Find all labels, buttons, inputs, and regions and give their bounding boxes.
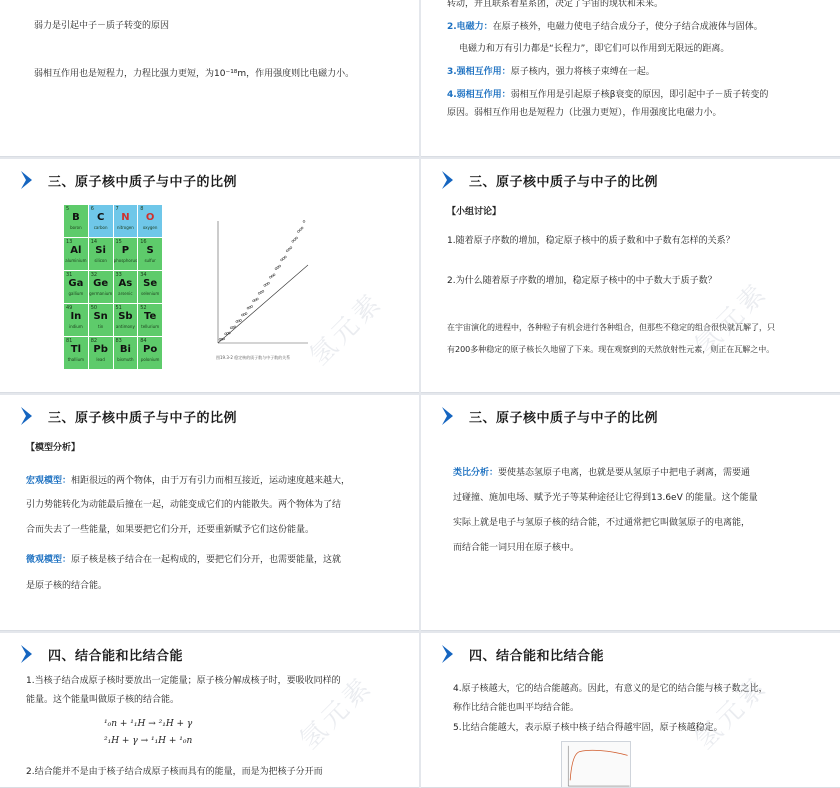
macro-model-line-1 <box>26 473 350 490</box>
chevron-right-icon <box>439 405 461 427</box>
specific-binding-p3: 5.比结合能越大，表示原子核中核子结合得越牢固，原子核越稳定。 <box>453 723 723 733</box>
element-symbol: C <box>96 212 105 223</box>
element-cell-n <box>114 205 138 237</box>
chevron-right-icon <box>439 169 461 191</box>
element-cell-b <box>64 205 88 237</box>
analogy-label: 类比分析： <box>453 468 499 478</box>
element-symbol: Po <box>143 344 158 355</box>
element-symbol: N <box>121 212 130 223</box>
element-cell-s <box>138 238 162 270</box>
chevron-right-icon <box>439 643 461 665</box>
graph-point <box>251 306 253 308</box>
strong-force-label: 3.强相互作用： <box>447 67 511 77</box>
section-title: 三、原子核中质子与中子的比例 <box>48 410 238 426</box>
element-cell-se <box>138 271 162 303</box>
element-number: 83 <box>115 338 122 344</box>
em-force-text: 在原子核外，电磁力使电子结合成分子，使分子结合成液体与固体。 <box>492 22 763 32</box>
weak-interaction-cont: 原因。弱相互作用也是短程力（比强力更短），作用强度比电磁力小。 <box>447 108 722 118</box>
element-name: antimony <box>115 324 135 329</box>
section-title: 三、原子核中质子与中子的比例 <box>469 410 659 426</box>
element-number: 5 <box>66 206 70 212</box>
element-symbol: Si <box>95 245 106 256</box>
element-number: 32 <box>90 272 98 278</box>
element-symbol: P <box>121 245 130 256</box>
discussion-paragraph-2: 有200多种稳定的原子核长久地留了下来。现在观察到的天然放射性元素，则正在瓦解之中。 <box>447 345 775 354</box>
macro-model-text-1: 相距很远的两个物体，由于万有引力而相互接近，运动速度越来越大， <box>71 476 351 486</box>
element-name: thallium <box>67 357 85 362</box>
slide-weak-force <box>0 0 419 157</box>
model-analysis-label: 【模型分析】 <box>26 443 81 453</box>
slide-proton-neutron-ratio <box>0 159 419 393</box>
weak-force-line-1: 弱力是引起中子－质子转变的原因 <box>34 21 170 31</box>
weak-interaction-text: 弱相互作用是引起原子核β衰变的原因，即引起中子－质子转变的 <box>510 90 769 100</box>
element-cell-as <box>114 271 138 303</box>
reaction-formula-2: ²₁H + γ → ¹₁H + ¹₀n <box>104 736 193 746</box>
element-name: nitrogen <box>116 225 134 230</box>
slide-four-forces <box>421 0 840 157</box>
binding-energy-p1: 1.当核子结合成原子核时要放出一定能量；原子核分解成核子时，要吸收同样的 <box>26 676 341 686</box>
graph-point <box>262 290 264 292</box>
element-symbol: Pb <box>93 344 108 355</box>
macro-model-label: 宏观模型： <box>26 476 72 486</box>
question-2: 2.为什么随着原子序数的增加，稳定原子核中的中子数大于质子数？ <box>447 276 717 286</box>
analogy-line-4: 而结合能一词只用在原子核中。 <box>453 543 580 553</box>
element-name: arsenic <box>118 291 133 296</box>
element-cell-al <box>64 238 88 270</box>
analogy-line-1 <box>453 465 750 482</box>
element-symbol: Ga <box>68 278 84 289</box>
macro-model-line-3: 合而失去了一些能量，如果要把它们分开，还要重新赋予它们这份能量。 <box>26 525 315 535</box>
slide-binding-energy <box>0 633 419 788</box>
graph-point <box>292 240 294 242</box>
element-cell-sn <box>89 304 113 336</box>
element-cell-bi <box>114 337 138 369</box>
element-name: indium <box>69 324 83 329</box>
micro-model-line-2: 是原子核的结合能。 <box>26 581 108 591</box>
chevron-right-icon <box>18 643 40 665</box>
element-name: phosphorus <box>113 258 138 263</box>
graph-point <box>277 266 279 268</box>
element-name: oxygen <box>142 225 158 230</box>
watermark: 氢元素 <box>689 276 775 362</box>
element-number: 13 <box>66 239 73 245</box>
element-cell-c <box>89 205 113 237</box>
element-name: bismuth <box>117 357 134 362</box>
element-number: 52 <box>140 305 147 311</box>
element-name: silicon <box>94 258 107 263</box>
discussion-paragraph-1: 在宇宙演化的进程中，各种粒子有机会进行各种组合，但那些不稳定的组合很快就瓦解了，只 <box>447 323 775 332</box>
binding-energy-p2: 能量。这个能量叫做原子核的结合能。 <box>26 695 180 705</box>
slide-group-discussion <box>421 159 840 393</box>
graph-point <box>273 274 275 276</box>
graph-point <box>299 229 301 231</box>
element-cell-sb <box>114 304 138 336</box>
element-cell-ge <box>89 271 113 303</box>
element-number: 14 <box>90 239 98 245</box>
section-header <box>18 643 183 665</box>
graph-point <box>245 313 247 315</box>
element-cell-in <box>64 304 88 336</box>
element-symbol: Te <box>143 311 157 322</box>
element-number: 34 <box>140 272 147 278</box>
watermark: 氢元素 <box>689 670 775 756</box>
section-header <box>18 169 237 191</box>
graph-point <box>268 282 270 284</box>
graph-point <box>269 276 271 278</box>
element-symbol: Se <box>143 278 158 289</box>
section-header <box>18 405 237 427</box>
graph-point <box>275 268 277 270</box>
element-number: 16 <box>140 239 147 245</box>
element-name: gallium <box>68 291 84 296</box>
weak-interaction-item <box>447 87 768 104</box>
question-1: 1.随着原子序数的增加，稳定原子核中的质子数和中子数有怎样的关系？ <box>447 236 735 246</box>
graph-point <box>256 298 258 300</box>
forces-line-1: 转动，并且联系着星系团，决定了宇宙的现状和未来。 <box>447 0 664 9</box>
periodic-table-image <box>64 205 162 369</box>
graph-point <box>294 239 296 241</box>
element-cell-ga <box>64 271 88 303</box>
slide-specific-binding-energy <box>421 633 840 788</box>
em-force-item <box>447 19 763 36</box>
specific-binding-p1: 4.原子核越大，它的结合能越高。因此，有意义的是它的结合能与核子数之比， <box>453 684 768 694</box>
element-symbol: Ge <box>93 278 109 289</box>
element-number: 33 <box>115 272 122 278</box>
graph-point <box>288 248 290 250</box>
strong-force-item <box>447 64 655 81</box>
section-title: 四、结合能和比结合能 <box>469 648 605 664</box>
element-name: sulfur <box>144 258 156 263</box>
binding-energy-p3: 2.结合能并不是由于核子结合成原子核而具有的能量，而是为把核子分开而 <box>26 767 323 777</box>
graph-point <box>264 284 266 286</box>
element-cell-pb <box>89 337 113 369</box>
em-force-cont: 电磁力和万有引力都是“长程力”，即它们可以作用到无限远的距离。 <box>459 44 730 54</box>
graph-point <box>303 220 305 222</box>
section-header <box>439 643 604 665</box>
micro-model-line-1 <box>26 552 341 569</box>
element-name: tellurium <box>141 324 160 329</box>
graph-point <box>283 258 285 260</box>
graph-point <box>279 265 281 267</box>
element-cell-p <box>114 238 138 270</box>
slide-model-analysis <box>0 395 419 631</box>
element-symbol: O <box>145 212 155 223</box>
chevron-right-icon <box>18 405 40 427</box>
graph-point <box>240 319 242 321</box>
macro-model-line-2: 引力势能转化为动能最后撞在一起，动能变成它们的内能散失。两个物体为了结 <box>26 500 342 510</box>
graph-point <box>290 247 292 249</box>
neutron-proton-graph <box>204 217 314 361</box>
analogy-line-2: 过碰撞、施加电场、赋予光子等某种途径让它得到13.6eV 的能量。这个能量 <box>453 493 758 503</box>
element-name: aluminium <box>65 258 87 263</box>
element-number: 7 <box>115 206 119 212</box>
graph-point <box>286 250 288 252</box>
element-symbol: Bi <box>119 344 131 355</box>
graph-point <box>284 256 286 258</box>
element-number: 51 <box>115 305 122 311</box>
graph-point <box>301 227 303 229</box>
binding-energy-curve-image <box>561 741 631 788</box>
micro-model-text-1: 原子核是核子结合在一起构成的，要把它们分开，也需要能量，这就 <box>71 555 342 565</box>
reaction-formula-1: ¹₀n + ¹₁H → ²₁H + γ <box>104 719 193 729</box>
element-number: 49 <box>66 305 73 311</box>
strong-force-text: 原子核内，强力将核子束缚在一起。 <box>510 67 655 77</box>
section-title: 三、原子核中质子与中子的比例 <box>469 174 659 190</box>
element-number: 8 <box>140 206 144 212</box>
micro-model-label: 微观模型： <box>26 555 72 565</box>
analogy-text-1: 要使基态氢原子电离，也就是要从氢原子中把电子剥离，需要通 <box>498 468 751 478</box>
slide-analogy-analysis <box>421 395 840 631</box>
element-symbol: Al <box>70 245 82 256</box>
graph-point <box>297 231 299 233</box>
element-name: carbon <box>93 225 108 230</box>
analogy-line-3: 实际上就是电子与氢原子核的结合能，不过通常把它叫做氢原子的电离能， <box>453 518 751 528</box>
weak-force-line-2: 弱相互作用也是短程力，力程比强力更短，为10⁻¹⁸m，作用强度则比电磁力小。 <box>34 69 355 79</box>
element-name: polonium <box>140 357 160 362</box>
specific-binding-p2: 称作比结合能也叫平均结合能。 <box>453 703 580 713</box>
element-name: selenium <box>141 291 160 296</box>
element-number: 31 <box>66 272 73 278</box>
element-symbol: Sn <box>93 311 108 322</box>
em-force-label: 2.电磁力： <box>447 22 493 32</box>
element-name: tin <box>98 324 104 329</box>
section-header <box>439 405 658 427</box>
element-name: germanium <box>89 291 113 296</box>
element-number: 15 <box>115 239 122 245</box>
element-number: 6 <box>90 206 94 212</box>
section-title: 三、原子核中质子与中子的比例 <box>48 174 238 190</box>
weak-interaction-label: 4.弱相互作用： <box>447 90 511 100</box>
element-symbol: Sb <box>118 311 133 322</box>
element-number: 82 <box>90 338 98 344</box>
graph-point <box>296 237 298 239</box>
section-header <box>439 169 658 191</box>
element-cell-o <box>138 205 162 237</box>
element-symbol: As <box>118 278 133 289</box>
element-symbol: B <box>72 212 80 223</box>
graph-point <box>281 259 283 261</box>
element-number: 50 <box>90 305 98 311</box>
element-symbol: In <box>70 311 82 322</box>
watermark: 氢元素 <box>304 286 390 372</box>
element-cell-tl <box>64 337 88 369</box>
element-name: lead <box>96 357 105 362</box>
element-name: boron <box>70 225 82 230</box>
group-discussion-label: 【小组讨论】 <box>447 207 502 217</box>
element-cell-te <box>138 304 162 336</box>
section-title: 四、结合能和比结合能 <box>48 648 184 664</box>
element-symbol: S <box>146 245 154 256</box>
element-symbol: Tl <box>70 344 81 355</box>
watermark: 氢元素 <box>294 670 380 756</box>
graph-caption: 图19.3-2 稳定核的质子数与中子数的关系 <box>216 355 291 360</box>
element-cell-si <box>89 238 113 270</box>
chevron-right-icon <box>18 169 40 191</box>
element-number: 81 <box>66 338 73 344</box>
element-cell-po <box>138 337 162 369</box>
element-number: 84 <box>140 338 147 344</box>
